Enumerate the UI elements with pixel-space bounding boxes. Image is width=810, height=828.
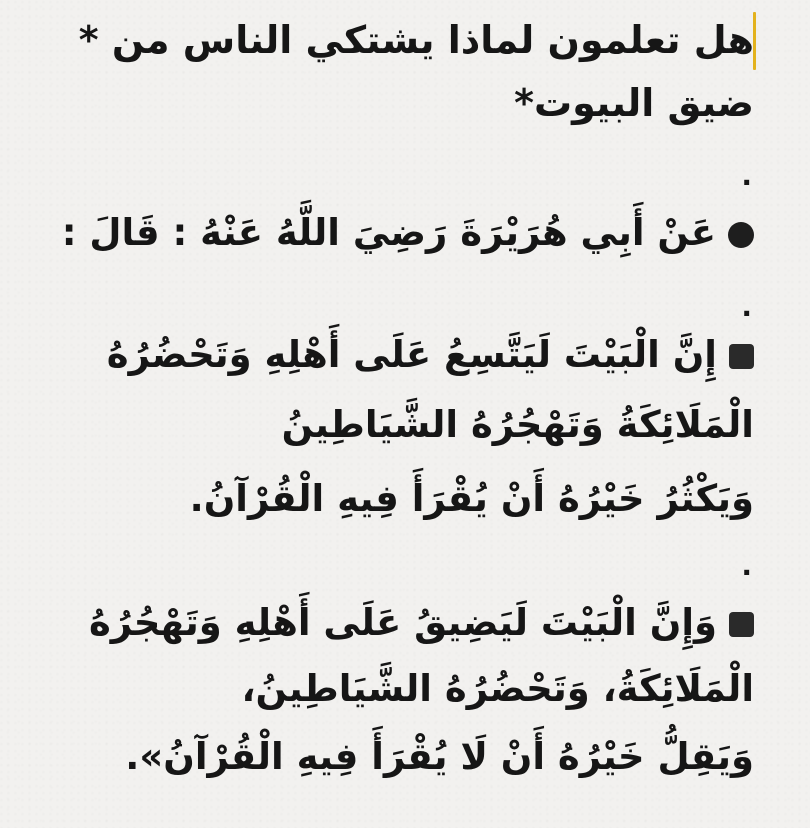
paragraph-2-line-3: وَيَقِلُّ خَيْرُهُ أَنْ لَا يُقْرَأَ فِيهِ الْقُرْآنُ».: [125, 735, 754, 778]
square-bullet-icon: [729, 344, 754, 369]
paragraph-1-line-1: [107, 330, 754, 380]
narration-text: عَنْ أَبِي هُرَيْرَةَ رَضِيَ اللَّهُ عَنْهُ : قَالَ :: [61, 211, 716, 254]
note-title-line-2: ضيق البيوت*: [514, 81, 754, 125]
paragraph-1-line-2: الْمَلَائِكَةُ وَتَهْجُرُهُ الشَّيَاطِينُ: [281, 403, 754, 446]
paragraph-1-text-1: إِنَّ الْبَيْتَ لَيَتَّسِعُ عَلَى أَهْلِهِ وَتَحْضُرُهُ: [106, 333, 717, 376]
circle-bullet-icon: [728, 222, 754, 248]
note-title-line-1: هل تعلمون لماذا يشتكي الناس من *: [78, 18, 754, 62]
narration-line: [62, 208, 754, 258]
separator-dot: .: [741, 159, 752, 192]
separator-dot: .: [741, 549, 752, 582]
paragraph-1-line-3: وَيَكْثُرُ خَيْرُهُ أَنْ يُقْرَأَ فِيهِ الْقُرْآنُ.: [189, 477, 754, 520]
separator-dot: .: [741, 290, 752, 323]
paragraph-2-text-1: وَإِنَّ الْبَيْتَ لَيَضِيقُ عَلَى أَهْلِهِ وَتَهْجُرُهُ: [88, 601, 717, 644]
square-bullet-icon: [729, 612, 754, 637]
paragraph-2-line-1: [89, 598, 754, 648]
paragraph-2-line-2: الْمَلَائِكَةُ، وَتَحْضُرُهُ الشَّيَاطِينُ،: [241, 667, 754, 710]
